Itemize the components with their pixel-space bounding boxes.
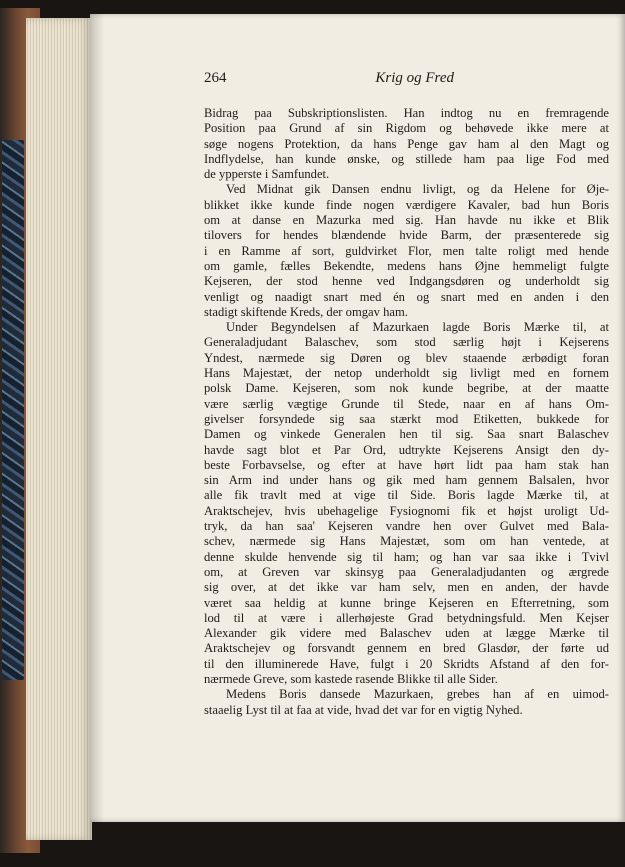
- marbled-edge: [2, 140, 24, 680]
- text-line: Kejseren, der stod henne ved Indgangsdøren og underholdt sig: [204, 274, 609, 289]
- text-line: alle fik travlt med at vige til Side. Boris lagde Mærke til, at: [204, 488, 609, 503]
- text-line: de ypperste i Samfundet.: [204, 167, 330, 182]
- running-title: Krig og Fred: [375, 70, 454, 86]
- text-line: om, at Greven var skinsyg paa Generaladjudanten og ærgrede: [204, 564, 609, 579]
- text-line: lod til at være i allerhøjeste Grad betydningsfuld. Men Kejser: [204, 610, 609, 625]
- text-line: i en Ramme af sort, guldvirket Flor, men talte roligt med hende: [204, 243, 609, 258]
- text-line: Araktschejev, hvis ubehagelige Fysiognomi fik et højst uroligt Ud-: [204, 503, 609, 518]
- text-line: Yndest, nærmede sig Døren og blev staaende ærbødigt foran: [204, 350, 609, 365]
- text-line: Generaladjudant Balaschev, som stod særlig højt i Kejserens: [204, 335, 609, 350]
- text-line: Hans Majestæt, der netop underholdt sig livligt med en fornem: [204, 366, 609, 381]
- text-line: Indflydelse, han kunde ønske, og stillede ham paa lige Fod med: [204, 151, 609, 166]
- text-line: sin Arm ind under hans og gik med ham gennem Balsalen, hvor: [204, 473, 609, 488]
- text-line: været saa heldig at kunne bringe Kejseren en Efterretning, som: [204, 595, 609, 610]
- text-line: Araktschejev og forsvandt gennem en bred Glasdør, der førte ud: [204, 641, 609, 656]
- text-line: staaelig Lyst til at faa at vide, hvad det var for en vigtig Nyhed.: [204, 702, 523, 717]
- text-line: nærmede Greve, som kastede rasende Blikke til alle Sider.: [204, 671, 498, 686]
- text-line: være særlig vægtige Grunde til Stede, naar en af hans Om-: [204, 396, 609, 411]
- text-line: denne skulde henvende sig til ham; og han var saa ikke i Tvivl: [204, 549, 609, 564]
- text-line: givelser forsyndede sig saa stærkt mod Etiketten, bukkede for: [204, 411, 609, 426]
- text-line: om gamle, fælles Bekendte, medens hans Øjne hemmeligt fulgte: [204, 258, 609, 273]
- text-line: Alexander gik videre med Balaschev uden at lægge Mærke til: [204, 626, 609, 641]
- text-line: polsk Dame. Kejseren, som nok kunde begribe, at der maatte: [204, 381, 609, 396]
- text-line: Position paa Grund af sin Rigdom og behøvede ikke mere at: [204, 121, 609, 136]
- text-line: Medens Boris dansede Mazurkaen, grebes han af en uimod-: [226, 687, 609, 702]
- text-line: Bidrag paa Subskriptionslisten. Han indtog nu en fremragende: [204, 106, 609, 120]
- text-line: beste Forbavselse, og efter at have hørt lidt paa ham stak han: [204, 457, 609, 472]
- text-line: søge nogens Protektion, da hans Penge gav ham al den Magt og: [204, 136, 609, 151]
- text-line: stadigt skiftende Kreds, der omgav ham.: [204, 304, 408, 319]
- text-line: om at danse en Mazurka med sig. Han havde nu ikke et Blik: [204, 213, 609, 228]
- text-line: tilovers for hendes blændende hvide Barm, der præsenterede sig: [204, 228, 609, 243]
- text-line: havde sagt blot et Par Ord, udtrykte Kejserens Ansigt den dy-: [204, 442, 609, 457]
- text-line: schev, nærmede sig Hans Majestæt, som om han ventede, at: [204, 534, 609, 549]
- text-line: venligt og naadigt snart med én og snart med en anden i den: [204, 289, 609, 304]
- page-header: [204, 70, 454, 92]
- text-line: sig over, at det ikke var ham selv, men en anden, der havde: [204, 580, 609, 595]
- body-text: [204, 106, 609, 718]
- page-number: 264: [204, 70, 227, 86]
- text-line: tryk, da han saa' Kejseren vandre hen over Gulvet med Bala-: [204, 519, 609, 534]
- text-line: Damen og vinkede Generalen hen til sig. Saa snart Balaschev: [204, 427, 609, 442]
- text-line: til den illuminerede Have, fulgt i 20 Skridts Afstand af den for-: [204, 656, 609, 671]
- text-line: blikket ikke kunde finde nogen værdigere Kavaler, bad hun Boris: [204, 197, 609, 212]
- page-edges: [26, 18, 92, 840]
- page-gutter-shadow: [90, 14, 104, 822]
- text-line: Under Begyndelsen af Mazurkaen lagde Boris Mærke til, at: [226, 320, 609, 335]
- text-line: Ved Midnat gik Dansen endnu livligt, og da Helene for Øje-: [226, 182, 609, 197]
